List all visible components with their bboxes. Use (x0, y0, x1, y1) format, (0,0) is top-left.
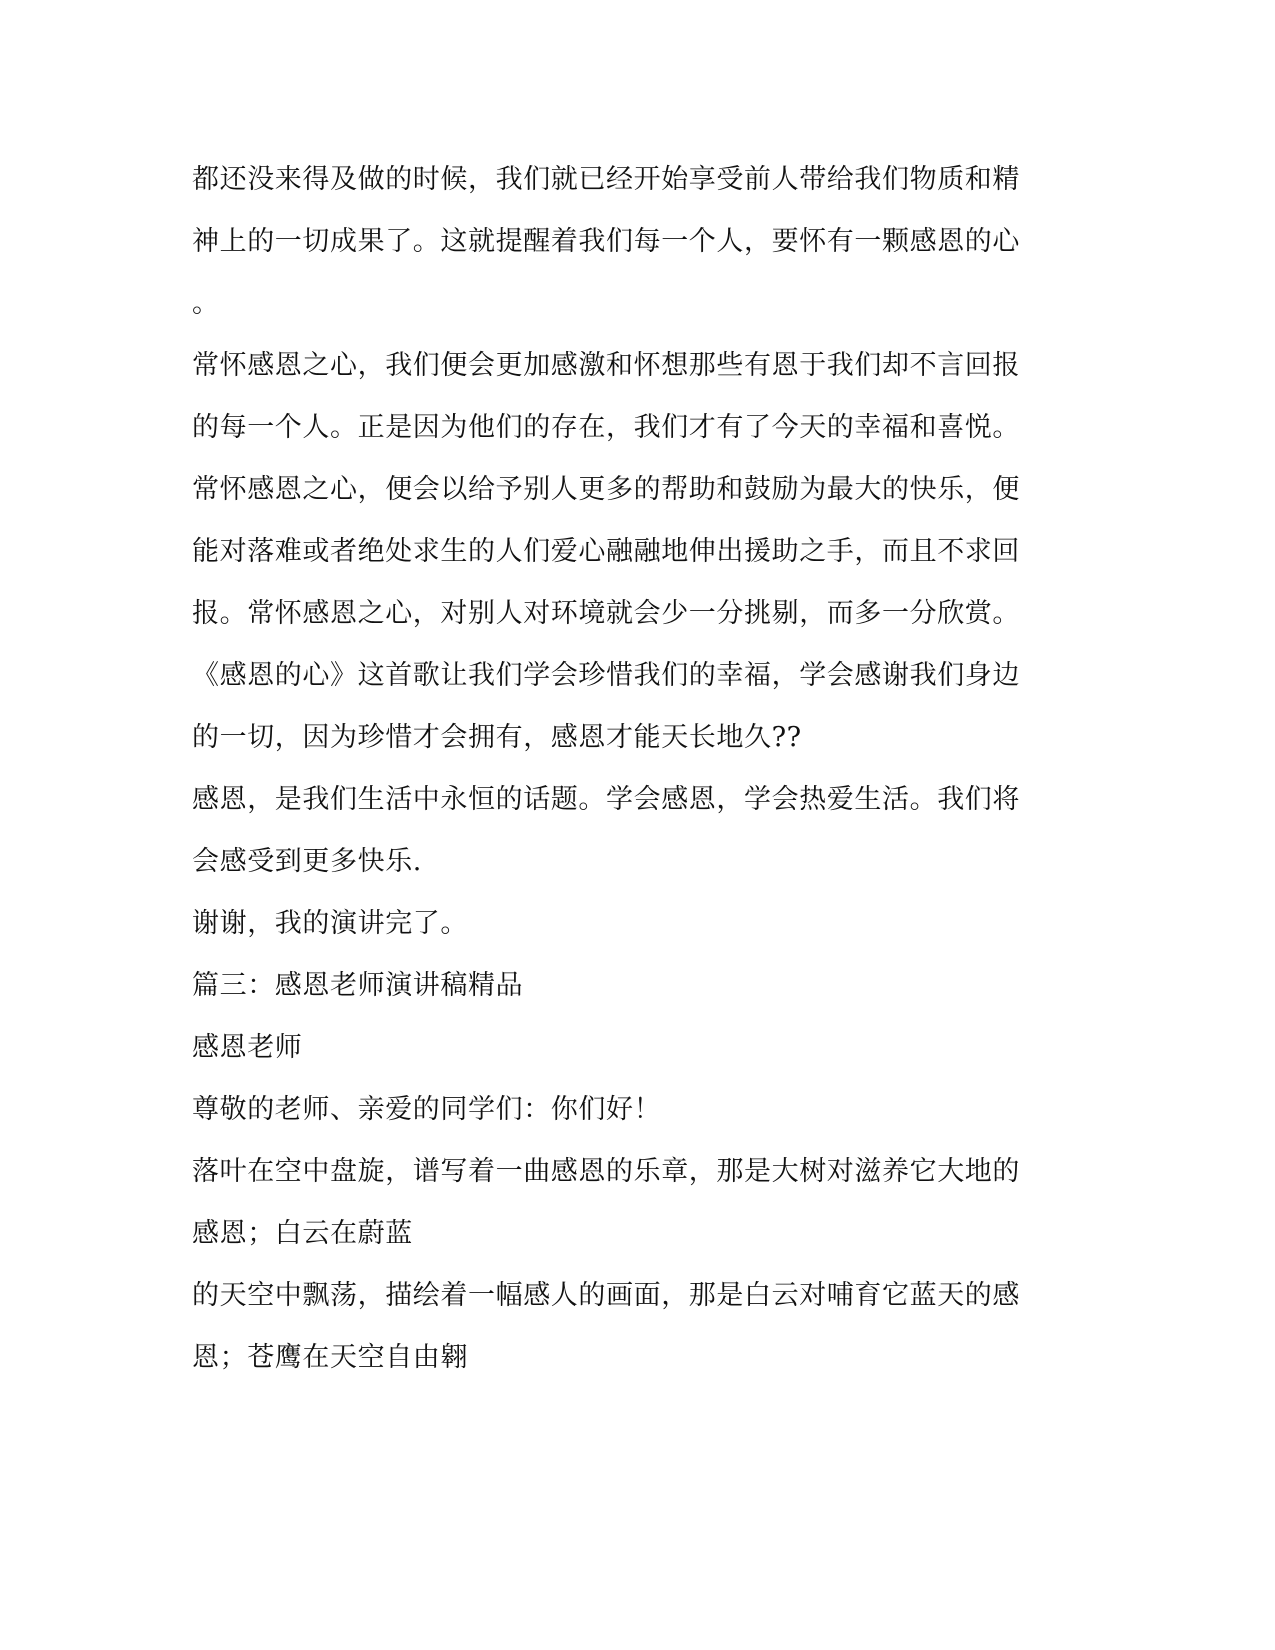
text-line: 报。常怀感恩之心，对别人对环境就会少一分挑剔，而多一分欣赏。 (192, 598, 1020, 629)
text-line: 常怀感恩之心，便会以给予别人更多的帮助和鼓励为最大的快乐，便 (192, 474, 1020, 505)
text-line: 的每一个人。正是因为他们的存在，我们才有了今天的幸福和喜悦。 (192, 412, 1020, 443)
text-line: 感恩；白云在蔚蓝 (192, 1218, 413, 1249)
text-line: 。 (192, 288, 220, 319)
text-line: 的一切，因为珍惜才会拥有，感恩才能天长地久?? (192, 722, 802, 753)
text-line: 谢谢，我的演讲完了。 (192, 908, 468, 939)
text-line: 能对落难或者绝处求生的人们爱心融融地伸出援助之手，而且不求回 (192, 536, 1020, 567)
text-line: 常怀感恩之心，我们便会更加感激和怀想那些有恩于我们却不言回报 (192, 350, 1020, 381)
salutation: 尊敬的老师、亲爱的同学们：你们好！ (192, 1094, 662, 1125)
text-line: 恩；苍鹰在天空自由翱 (192, 1342, 468, 1373)
text-line: 都还没来得及做的时候，我们就已经开始享受前人带给我们物质和精 (192, 164, 1020, 195)
text-line: 神上的一切成果了。这就提醒着我们每一个人，要怀有一颗感恩的心 (192, 226, 1020, 257)
text-line: 落叶在空中盘旋，谱写着一曲感恩的乐章，那是大树对滋养它大地的 (192, 1156, 1020, 1187)
text-line: 会感受到更多快乐. (192, 846, 422, 877)
text-line: 《感恩的心》这首歌让我们学会珍惜我们的幸福，学会感谢我们身边 (192, 660, 1020, 691)
speech-title: 感恩老师 (192, 1032, 303, 1063)
text-line: 感恩，是我们生活中永恒的话题。学会感恩，学会热爱生活。我们将 (192, 784, 1020, 815)
section-heading: 篇三：感恩老师演讲稿精品 (192, 970, 524, 1001)
text-line: 的天空中飘荡，描绘着一幅感人的画面，那是白云对哺育它蓝天的感 (192, 1280, 1020, 1311)
